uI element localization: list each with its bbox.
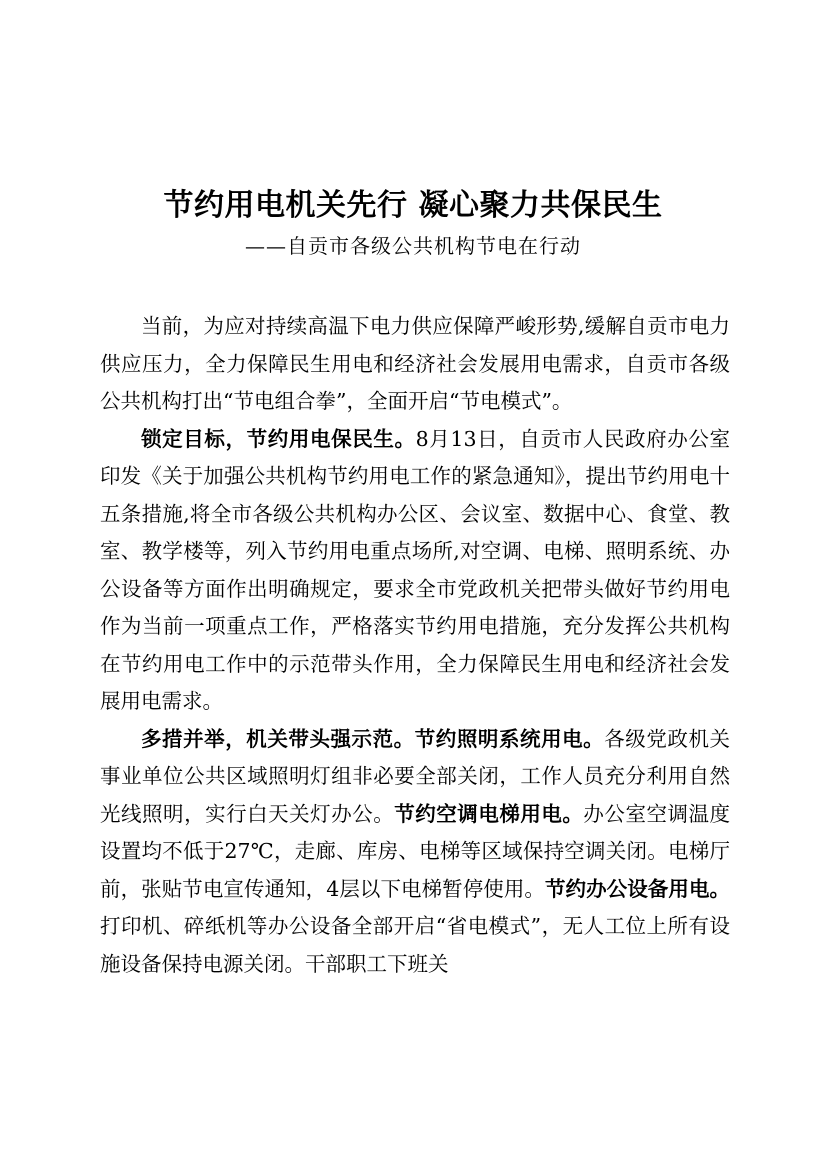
paragraph-lead: 锁定目标，节约用电保民生。 (141, 426, 416, 451)
paragraph-target (100, 421, 730, 721)
paragraph-lead-lighting: 节约照明系统用电。 (414, 726, 605, 751)
paragraph-text: 各级党政机关事业单位公共区域照明灯组非必要全部关闭，工作人员充分利用自然光线照明，实行白天关灯办公。 (100, 726, 731, 826)
paragraph-text: 办公室空调温度设置均不低于27℃，走廊、库房、电梯等区域保持空调关闭。电梯厅前，张贴节电宣传通知，4层以下电梯暂停使用。 (100, 801, 731, 901)
paragraph-lead: 多措并举，机关带头强示范。 (141, 726, 415, 751)
paragraph-text: 当前，为应对持续高温下电力供应保障严峻形势,缓解自贡市电力供应压力，全力保障民生用电和经济社会发展用电需求，自贡市各级公共机构打出“节电组合拳”，全面开启“节电模式”。 (100, 314, 730, 413)
document-title: 节约用电机关先行 凝心聚力共保民生 (163, 188, 663, 223)
paragraph-intro (100, 308, 730, 421)
paragraph-lead-office: 节约办公设备用电。 (544, 876, 731, 901)
paragraph-text: 打印机、碎纸机等办公设备全部开启“省电模式”，无人工位上所有设施设备保持电源关闭。干部职工下班关 (100, 914, 730, 976)
paragraph-lead-aircon: 节约空调电梯用电。 (394, 801, 584, 826)
document-body (100, 308, 730, 983)
document-subtitle: ——自贡市各级公共机构节电在行动 (245, 234, 581, 258)
paragraph-text: 8月13日，自贡市人民政府办公室印发《关于加强公共机构节约用电工作的紧急通知》，提出节约用电十五条措施,将全市各级公共机构办公区、会议室、数据中心、食堂、教室、教学楼等，列入节约用电重点场所,对空调、电梯、照明系统、办公设备等方面作出明确规定，要求全市党政机关把带头做好节约用电作为当前一项重点工作，严格落实节约用电措施，充分发挥公共机构在节约用电工作中的示范带头作用，全力保障民生用电和经济社会发展用电需求。 (100, 426, 730, 713)
paragraph-measures (100, 721, 730, 984)
